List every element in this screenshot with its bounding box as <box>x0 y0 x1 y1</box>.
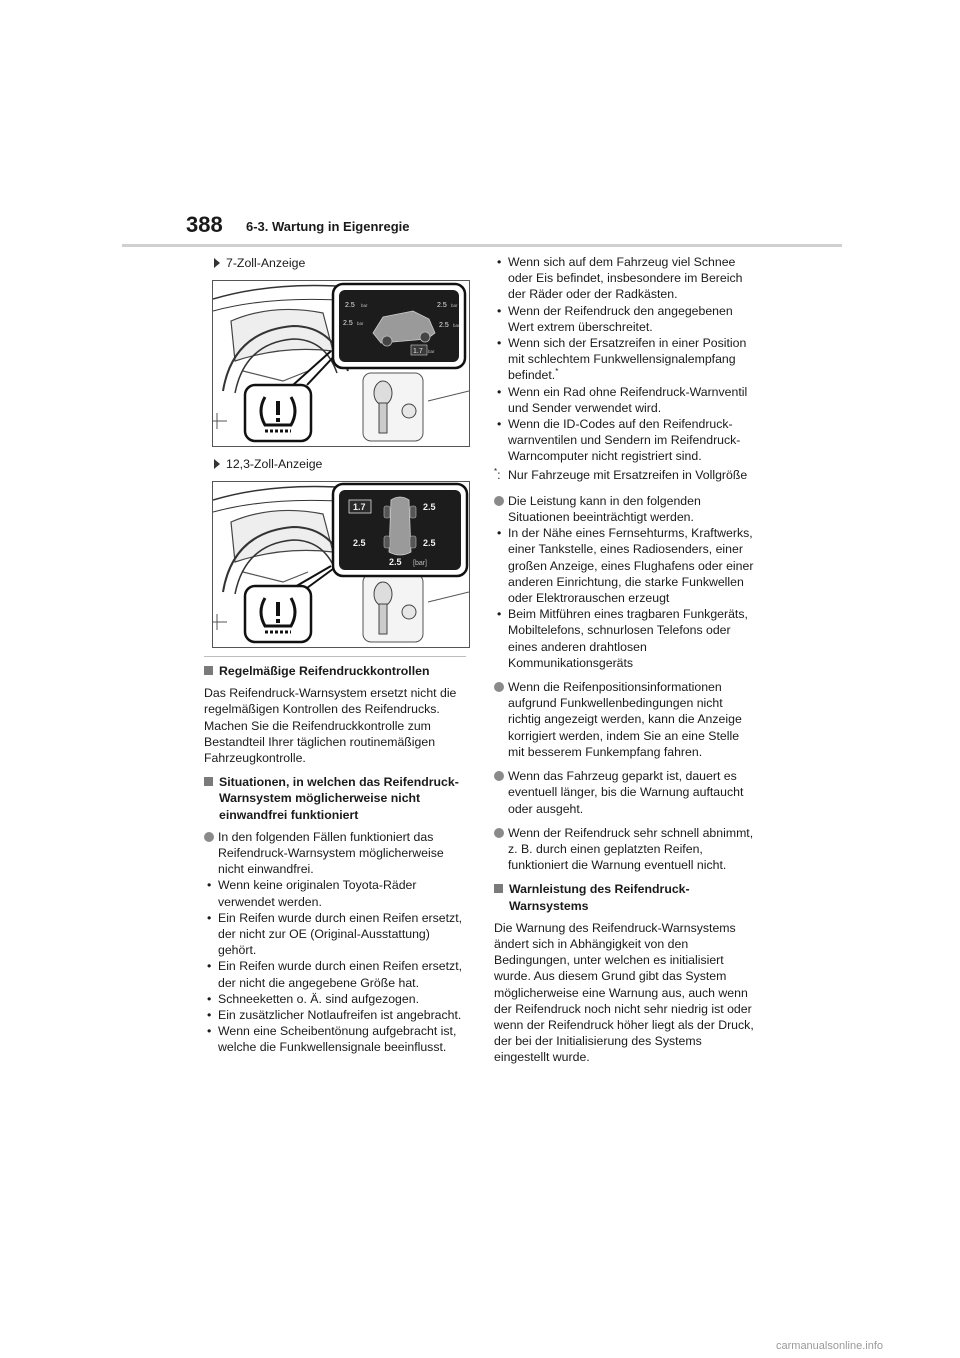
figure-12-3-inch-display <box>212 481 470 648</box>
list-item: • Ein Reifen wurde durch einen Reifen ersetzt, der nicht zur OE (Original-Ausstattung) gehört. <box>204 910 466 959</box>
paragraph-warning-performance: Die Warnung des Reifendruck-Warnsystems ändert sich in Abhängigkeit von den Bedingungen, unter welchen es initialisiert wurde. Aus diesem Grund gibt das System möglicherweise eine Warnung aus, auch wenn der Reifendruck noch nicht sehr niedrig ist oder wenn der Reifendruck höher liegt als der Druck, der bei der Initialisierung des Systems eingestellt wurde. <box>494 920 754 1065</box>
tire-value-spare: 1.7 <box>413 348 423 355</box>
heading-square-icon <box>494 884 503 893</box>
bullet-point: Wenn die Reifenpositionsinformationen aufgrund Funkwellenbedingungen nicht richtig angezeigt werden, kann die Anzeige korrigiert werden, indem Sie an eine Stelle mit besserem Funkempfang fahren. <box>494 679 756 760</box>
list-item: • Wenn eine Scheibentönung aufgebracht ist, welche die Funkwellensignale beeinflusst. <box>204 1023 466 1055</box>
bullet-dot-icon <box>494 496 504 506</box>
tire-value-spare: 2.5 <box>389 557 402 567</box>
list-item: • Wenn der Reifendruck den angegebenen Wert extrem überschreitet. <box>494 303 756 335</box>
section-title: 6-3. Wartung in Eigenregie <box>246 219 410 234</box>
tire-value-rear-left: 2.5 <box>343 320 353 327</box>
bullet-point: Wenn das Fahrzeug geparkt ist, dauert es eventuell länger, bis die Warnung auftaucht oder ausgeht. <box>494 768 756 817</box>
list-item: • Schneeketten o. Ä. sind aufgezogen. <box>204 991 466 1007</box>
bullet-point: Die Leistung kann in den folgenden Situationen beeinträchtigt werden. <box>494 493 756 525</box>
header-divider <box>122 244 842 247</box>
tire-value-rear-right: 2.5 <box>439 322 449 329</box>
list-item: • Beim Mitführen eines tragbaren Funkgeräts, Mobiltelefons, schnurlosen Telefons oder eines anderen drahtlosen Kommunikationsgeräts <box>494 606 756 671</box>
footnote: *: Nur Fahrzeuge mit Ersatzreifen in Vollgröße <box>494 466 748 482</box>
watermark: carmanualsonline.info <box>776 1340 884 1352</box>
list-item: • Wenn sich auf dem Fahrzeug viel Schnee oder Eis befindet, insbesondere im Bereich der Räder oder der Radkästen. <box>494 254 756 303</box>
list-item: • Wenn sich der Ersatzreifen in einer Position mit schlechtem Funkwellensignalempfang befindet.* <box>494 335 756 384</box>
heading-warning-performance: Warnleistung des Reifendruck-Warnsystems <box>494 881 756 913</box>
list-item: • Wenn die ID-Codes auf den Reifendruck-warnventilen und Sendern im Reifendruck-Warncomputer nicht registriert sind. <box>494 416 756 465</box>
interference-list <box>494 525 756 671</box>
heading-square-icon <box>204 777 213 786</box>
tire-value-front-left: 1.7 <box>353 502 366 512</box>
figure-7-inch-display <box>212 280 470 447</box>
list-item: • In der Nähe eines Fernsehturms, Kraftwerks, einer Tankstelle, eines Radiosenders, einer großen Anzeige, eines Flughafens oder einer anderen Einrichtung, die starke Funkwellen oder Elektrorauschen erzeugt <box>494 525 756 606</box>
caption-arrow-icon <box>214 258 220 268</box>
bullet-dot-icon <box>494 682 504 692</box>
footnote-text: Nur Fahrzeuge mit Ersatzreifen in Vollgröße <box>508 467 748 482</box>
right-column <box>494 254 756 1074</box>
tire-value-front-left: 2.5 <box>345 302 355 309</box>
bullet-dot-icon <box>204 832 214 842</box>
list-item: • Wenn keine originalen Toyota-Räder verwendet werden. <box>204 877 466 909</box>
figure-caption-12-3-inch <box>204 455 466 473</box>
figure-caption-text: 12,3-Zoll-Anzeige <box>226 456 323 471</box>
dashboard-illustration-7-inch <box>213 281 469 446</box>
caption-arrow-icon <box>214 459 220 469</box>
unit-label: bar <box>451 303 458 308</box>
left-column <box>204 254 466 1064</box>
unit-label: bar <box>361 303 368 308</box>
footnote-marker: * <box>555 367 559 377</box>
dashboard-illustration-12-3-inch <box>213 482 469 647</box>
bullet-point: Wenn der Reifendruck sehr schnell abnimmt, z. B. durch einen geplatzten Reifen, funktioniert die Warnung eventuell nicht. <box>494 825 756 874</box>
tire-value-rear-left: 2.5 <box>353 538 366 548</box>
page-number: 388 <box>186 212 223 237</box>
situation-list <box>204 877 466 1055</box>
heading-square-icon <box>204 666 213 675</box>
list-item: • Ein Reifen wurde durch einen Reifen ersetzt, der nicht die angegebene Größe hat. <box>204 958 466 990</box>
unit-label: bar <box>357 321 364 326</box>
footnote-marker: * <box>494 466 498 476</box>
situation-list-continued <box>494 254 756 465</box>
tire-value-front-right: 2.5 <box>423 502 436 512</box>
figure-caption-text: 7-Zoll-Anzeige <box>226 255 306 270</box>
bullet-point: In den folgenden Fällen funktioniert das Reifendruck-Warnsystem möglicherweise nicht einwandfrei. <box>204 829 466 878</box>
unit-label: [bar] <box>413 560 428 567</box>
heading-malfunction-situations: Situationen, in welchen das Reifendruck-Warnsystem möglicherweise nicht einwandfrei funktioniert <box>204 774 466 823</box>
unit-label: bar <box>428 349 435 354</box>
bullet-dot-icon <box>494 828 504 838</box>
tire-value-front-right: 2.5 <box>437 302 447 309</box>
list-item: • Wenn ein Rad ohne Reifendruck-Warnventil und Sender verwendet wird. <box>494 384 756 416</box>
unit-label: bar <box>453 323 460 328</box>
tire-value-rear-right: 2.5 <box>423 538 436 548</box>
paragraph-regular-checks: Das Reifendruck-Warnsystem ersetzt nicht die regelmäßigen Kontrollen des Reifendrucks. Machen Sie die Reifendruckkontrolle zum Bestandteil Ihrer täglichen routinemäßigen Fahrzeugkontrolle. <box>204 686 457 766</box>
figure-caption-7-inch <box>204 254 466 272</box>
heading-regular-checks: Regelmäßige Reifendruckkontrollen <box>204 663 466 679</box>
list-item: • Ein zusätzlicher Notlaufreifen ist angebracht. <box>204 1007 466 1023</box>
section-divider <box>204 656 466 657</box>
bullet-dot-icon <box>494 771 504 781</box>
